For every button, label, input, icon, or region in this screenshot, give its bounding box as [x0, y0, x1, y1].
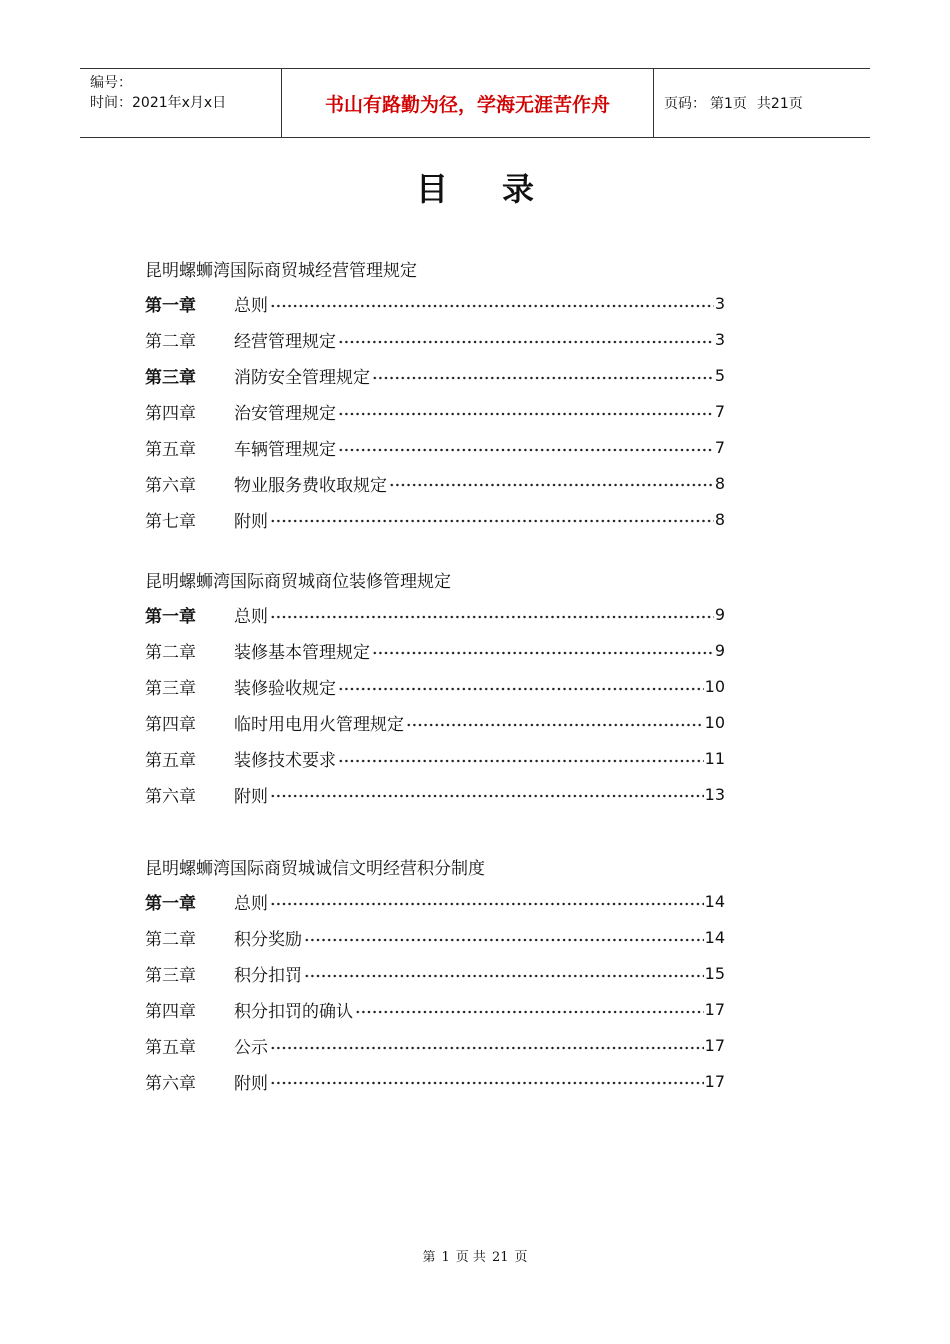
toc-entry-title: 公示	[234, 1038, 268, 1058]
toc-entry[interactable]	[145, 669, 725, 705]
toc-chapter-label: 第一章	[145, 894, 196, 915]
toc-entry[interactable]	[145, 430, 725, 466]
toc-entry-title: 总则	[234, 894, 268, 915]
toc-entry[interactable]	[145, 741, 725, 777]
toc-leader-dots	[389, 481, 714, 489]
footer-page-mid: 页 共	[455, 1250, 486, 1265]
toc-entry[interactable]	[145, 920, 725, 956]
toc-leader-dots	[270, 517, 714, 525]
toc-entry-title: 治安管理规定	[234, 404, 336, 425]
toc-entry[interactable]	[145, 322, 725, 358]
toc-chapter-label: 第五章	[145, 440, 196, 460]
section-title: 昆明螺蛳湾国际商贸城商位装修管理规定	[145, 572, 451, 592]
toc-entry-title: 附则	[234, 511, 268, 532]
toc-entry[interactable]	[145, 776, 725, 812]
toc-chapter-label: 第二章	[145, 930, 196, 951]
toc-chapter-label: 第七章	[145, 511, 196, 532]
toc-page-number: 17	[704, 1071, 725, 1091]
toc-page-number: 15	[704, 964, 725, 984]
toc-page-number: 17	[704, 1000, 725, 1020]
toc-entry-title: 附则	[234, 1073, 268, 1094]
toc-entry[interactable]	[145, 956, 725, 992]
toc-entry[interactable]	[145, 465, 725, 501]
section-title: 昆明螺蛳湾国际商贸城诚信文明经营积分制度	[145, 859, 485, 879]
toc-leader-dots	[372, 649, 714, 657]
section-title: 昆明螺蛳湾国际商贸城经营管理规定	[145, 261, 417, 281]
toc-entry[interactable]	[145, 358, 725, 394]
toc-leader-dots	[338, 446, 714, 454]
toc-entry-title: 装修验收规定	[234, 679, 336, 700]
toc-entry-title: 积分扣罚	[234, 966, 302, 987]
toc-chapter-label: 第四章	[145, 1002, 196, 1023]
toc-chapter-label: 第一章	[145, 296, 196, 317]
toc-leader-dots	[355, 1008, 704, 1016]
toc-entry-title: 临时用电用火管理规定	[234, 715, 404, 736]
toc-entry[interactable]	[145, 501, 725, 537]
toc-leader-dots	[338, 757, 704, 765]
toc-leader-dots	[372, 374, 714, 382]
toc-page-number: 11	[704, 749, 725, 768]
toc-chapter-label: 第二章	[145, 643, 196, 664]
toc-page-number: 9	[714, 605, 725, 625]
toc-page-number: 7	[714, 438, 725, 457]
footer-page-prefix: 第	[422, 1250, 436, 1265]
header-meta-cell	[80, 69, 281, 137]
toc-entry-title: 总则	[234, 607, 268, 628]
toc-chapter-label: 第四章	[145, 715, 196, 736]
toc-entry-title: 装修技术要求	[234, 751, 336, 771]
header-table	[80, 68, 870, 138]
toc-page-number: 5	[714, 366, 725, 386]
toc-leader-dots	[270, 613, 714, 621]
document-number-label: 编号：	[90, 75, 132, 91]
toc-entry[interactable]	[145, 597, 725, 633]
header-page-cell	[654, 69, 870, 137]
toc-entry-title: 物业服务费收取规定	[234, 475, 387, 496]
toc-entry-title: 车辆管理规定	[234, 440, 336, 460]
toc-page-number: 3	[714, 294, 725, 314]
toc-chapter-label: 第三章	[145, 368, 196, 389]
header-page-label: 页码：	[664, 96, 706, 112]
toc-leader-dots	[270, 1044, 704, 1052]
header-page-total: 共21页	[756, 96, 803, 112]
footer-page-current: 1	[441, 1250, 450, 1265]
toc-entry[interactable]	[145, 633, 725, 669]
toc-entry-title: 附则	[234, 786, 268, 807]
toc-leader-dots	[338, 685, 704, 693]
toc-page-number: 10	[704, 677, 725, 697]
toc-leader-dots	[304, 936, 704, 944]
toc-entry[interactable]	[145, 992, 725, 1028]
header-page-current: 第1页	[710, 96, 747, 112]
toc-chapter-label: 第五章	[145, 1038, 196, 1058]
toc-page-number: 9	[714, 641, 725, 661]
toc-leader-dots	[270, 1079, 704, 1087]
toc-leader-dots	[270, 792, 704, 800]
toc-leader-dots	[338, 410, 714, 418]
toc-page-number: 14	[704, 892, 725, 912]
toc-page-number: 10	[704, 713, 725, 733]
toc-entry-title: 装修基本管理规定	[234, 643, 370, 664]
toc-leader-dots	[270, 900, 704, 908]
toc-chapter-label: 第三章	[145, 966, 196, 987]
toc-page-number: 14	[704, 928, 725, 948]
toc-chapter-label: 第六章	[145, 786, 196, 807]
toc-chapter-label: 第二章	[145, 332, 196, 353]
toc-page-number: 7	[714, 402, 725, 422]
toc-entry-title: 总则	[234, 296, 268, 317]
toc-chapter-label: 第六章	[145, 475, 196, 496]
toc-entry-title: 积分扣罚的确认	[234, 1002, 353, 1023]
footer-page-suffix: 页	[514, 1250, 528, 1265]
footer-page-total: 21	[491, 1250, 509, 1265]
page-title: 目录	[415, 170, 588, 208]
toc-chapter-label: 第六章	[145, 1073, 196, 1094]
toc-page-number: 13	[704, 784, 725, 804]
page-footer	[0, 1246, 950, 1265]
toc-chapter-label: 第一章	[145, 607, 196, 628]
toc-page-number: 3	[714, 330, 725, 350]
toc-entry[interactable]	[145, 394, 725, 430]
toc-section	[145, 854, 725, 1099]
toc-entry-title: 经营管理规定	[234, 332, 336, 353]
toc-entry-title: 消防安全管理规定	[234, 368, 370, 389]
toc-chapter-label: 第四章	[145, 404, 196, 425]
header-motto: 书山有路勤为径，学海无涯苦作舟	[281, 69, 654, 137]
toc-entry[interactable]	[145, 286, 725, 322]
toc-leader-dots	[304, 972, 704, 980]
toc-entry[interactable]	[145, 1028, 725, 1064]
toc-section	[145, 256, 725, 537]
document-time-label: 时间：2021年x月x日	[90, 95, 227, 111]
toc-chapter-label: 第五章	[145, 751, 196, 771]
toc-page-number: 8	[714, 509, 725, 529]
toc-page-number: 17	[704, 1036, 725, 1055]
toc-entry[interactable]	[145, 1063, 725, 1099]
toc-entry-title: 积分奖励	[234, 930, 302, 951]
toc-leader-dots	[270, 302, 714, 310]
toc-leader-dots	[406, 721, 704, 729]
toc-entry[interactable]	[145, 884, 725, 920]
toc-entry[interactable]	[145, 705, 725, 741]
toc-section	[145, 567, 725, 812]
toc-chapter-label: 第三章	[145, 679, 196, 700]
toc-leader-dots	[338, 338, 714, 346]
toc-page-number: 8	[714, 473, 725, 493]
